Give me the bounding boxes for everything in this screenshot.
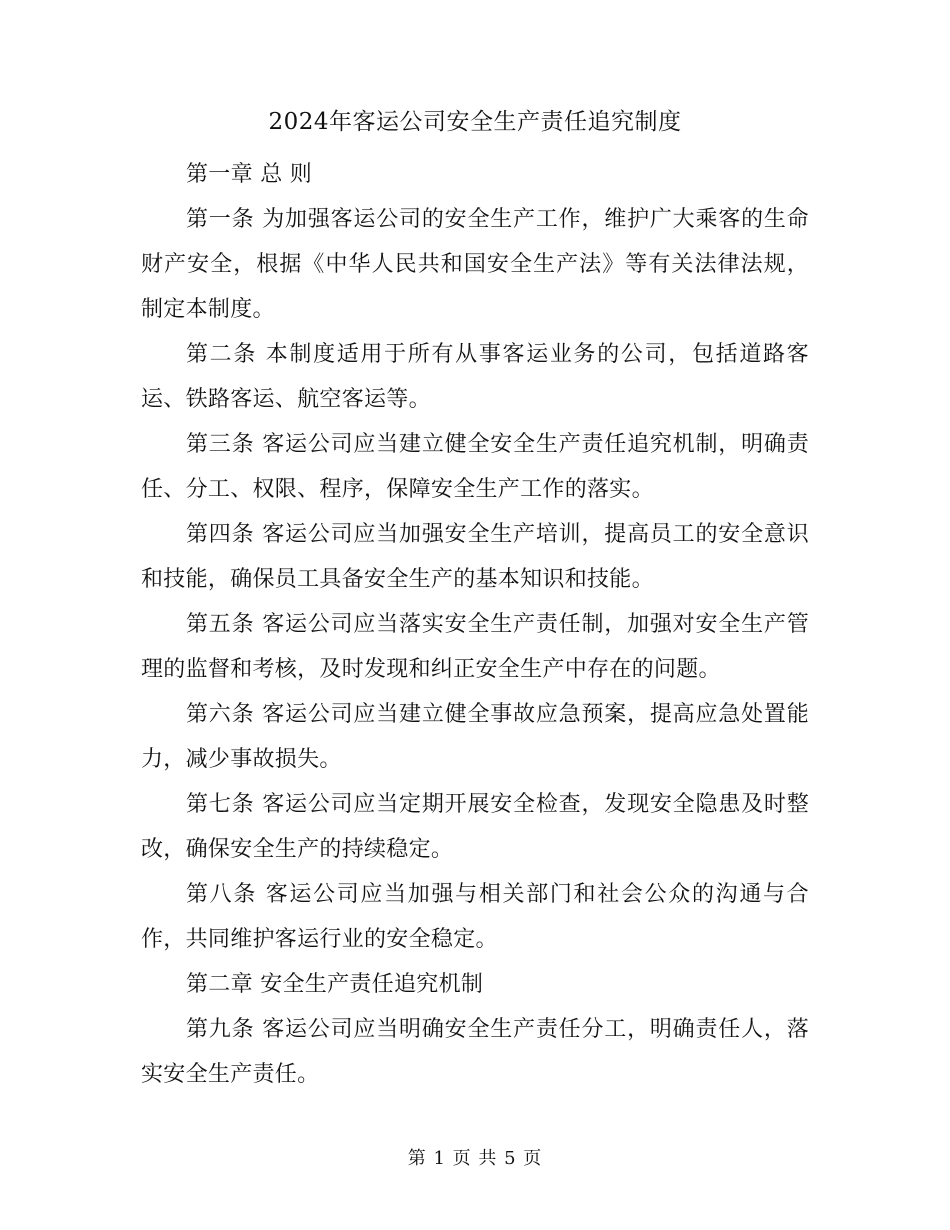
article-3: 第三条 客运公司应当建立健全安全生产责任追究机制，明确责任、分工、权限、程序，保障安全生产工作的落实。 [141, 432, 809, 502]
document-title: 2024年客运公司安全生产责任追究制度 [268, 109, 682, 135]
article-6: 第六条 客运公司应当建立健全事故应急预案，提高应急处置能力，减少事故损失。 [141, 702, 809, 772]
article-9: 第九条 客运公司应当明确安全生产责任分工，明确责任人，落实安全生产责任。 [141, 1017, 809, 1087]
document-body [141, 152, 809, 1097]
article-2: 第二条 本制度适用于所有从事客运业务的公司，包括道路客运、铁路客运、航空客运等。 [141, 342, 809, 412]
article-7: 第七条 客运公司应当定期开展安全检查，发现安全隐患及时整改，确保安全生产的持续稳定。 [141, 792, 809, 862]
article-1: 第一条 为加强客运公司的安全生产工作，维护广大乘客的生命财产安全，根据《中华人民共和国安全生产法》等有关法律法规，制定本制度。 [141, 207, 809, 322]
article-8: 第八条 客运公司应当加强与相关部门和社会公众的沟通与合作，共同维护客运行业的安全稳定。 [141, 882, 809, 952]
article-4: 第四条 客运公司应当加强安全生产培训，提高员工的安全意识和技能，确保员工具备安全生产的基本知识和技能。 [141, 522, 809, 592]
chapter-heading: 第二章 安全生产责任追究机制 [186, 972, 484, 997]
article-5: 第五条 客运公司应当落实安全生产责任制，加强对安全生产管理的监督和考核，及时发现和纠正安全生产中存在的问题。 [141, 612, 809, 682]
chapter-heading: 第一章 总 则 [186, 162, 313, 187]
page-indicator: 第 1 页 共 5 页 [407, 1148, 543, 1169]
